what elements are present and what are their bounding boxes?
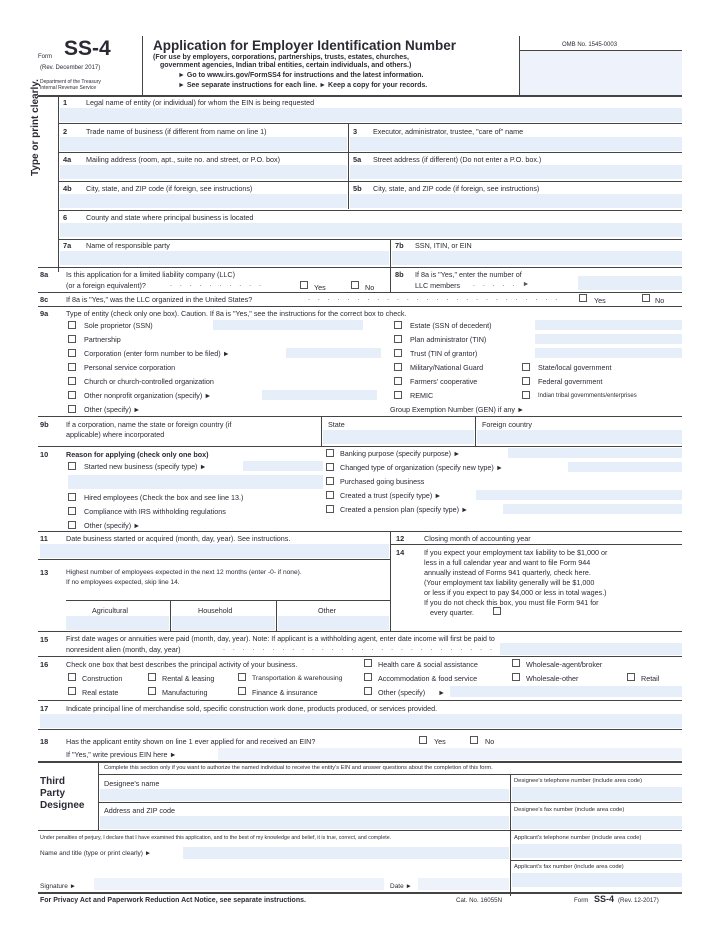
- activity-finance-checkbox[interactable]: [238, 687, 246, 695]
- line9b-label-2: applicable) where incorporated: [66, 430, 165, 439]
- line10-label: Reason for applying (check only one box): [66, 450, 209, 459]
- line3-label: Executor, administrator, trustee, "care of" name: [373, 127, 524, 136]
- entity-state-gov-checkbox[interactable]: [522, 363, 530, 371]
- activity-label: Real estate: [82, 688, 119, 697]
- separate-instructions: ► See separate instructions for each line. ► Keep a copy for your records.: [178, 82, 428, 89]
- line8a-label-2: (or a foreign equivalent)?: [66, 281, 146, 290]
- line9b-foreign-field[interactable]: [477, 430, 682, 444]
- line18-yes-checkbox[interactable]: [419, 736, 427, 744]
- line4b-label: City, state, and ZIP code (if foreign, see instructions): [86, 184, 253, 193]
- reason-label: Created a trust (specify type) ►: [340, 491, 442, 500]
- activity-label: Construction: [82, 674, 123, 683]
- line13-household-label: Household: [198, 606, 233, 615]
- line14-checkbox[interactable]: [493, 607, 501, 615]
- line11-label: Date business started or acquired (month, day, year). See instructions.: [66, 534, 291, 543]
- activity-label: Manufacturing: [162, 688, 208, 697]
- line6-field[interactable]: [60, 223, 682, 237]
- line13-agricultural-label: Agricultural: [92, 606, 128, 615]
- line5a-label: Street address (if different) (Do not enter a P.O. box.): [373, 155, 542, 164]
- activity-label: Wholesale-agent/broker: [526, 660, 603, 669]
- activity-transportation-checkbox[interactable]: [238, 673, 246, 681]
- footer-form-number: SS-4: [594, 894, 615, 904]
- date-label: Date ►: [390, 883, 412, 890]
- designee-address-label: Address and ZIP code: [104, 806, 175, 815]
- reason-label: Changed type of organization (specify new type) ►: [340, 463, 503, 472]
- reason-label: Banking purpose (specify purpose) ►: [340, 449, 461, 458]
- line13-label: Highest number of employees expected in the next 12 months (enter -0- if none).: [66, 569, 302, 576]
- line17-field[interactable]: [40, 714, 682, 728]
- line18-label: Has the applicant entity shown on line 1 ever applied for and received an EIN?: [66, 737, 316, 746]
- line7b-field[interactable]: [392, 251, 682, 265]
- entity-label: Military/National Guard: [410, 363, 484, 372]
- third-party-label-2: Party: [40, 788, 66, 799]
- entity-partnership-checkbox[interactable]: [68, 335, 76, 343]
- activity-rental-checkbox[interactable]: [148, 673, 156, 681]
- line14-text-1: If you expect your employment tax liability to be $1,000 or: [424, 548, 608, 557]
- reason-changed-type-checkbox[interactable]: [326, 463, 334, 471]
- entity-label: REMIC: [410, 391, 434, 400]
- entity-sole-proprietor-checkbox[interactable]: [68, 321, 76, 329]
- activity-label: Transportation & warehousing: [252, 675, 343, 682]
- entity-label: Federal government: [538, 377, 603, 386]
- reason-new-business-field[interactable]: [243, 461, 323, 471]
- line8b-field[interactable]: [578, 276, 682, 290]
- entity-nonprofit-field[interactable]: [262, 390, 377, 400]
- line6-label: County and state where principal business is located: [86, 213, 254, 222]
- line17-label: Indicate principal line of merchandise sold, specific construction work done, products produced, or services provided.: [66, 704, 438, 713]
- line12-label: Closing month of accounting year: [424, 534, 531, 543]
- reason-new-business-field-2[interactable]: [68, 475, 323, 489]
- name-title-field[interactable]: [183, 847, 509, 859]
- reason-purchased-checkbox[interactable]: [326, 477, 334, 485]
- line8a-no-checkbox[interactable]: [351, 281, 359, 289]
- reason-label: Purchased going business: [340, 477, 425, 486]
- line7b-label: SSN, ITIN, or EIN: [415, 241, 472, 250]
- line8b-label: If 8a is "Yes," enter the number of: [415, 270, 522, 279]
- entity-corp-form-field[interactable]: [286, 348, 381, 358]
- entity-corporation-checkbox[interactable]: [68, 349, 76, 357]
- line8c-no-checkbox[interactable]: [642, 294, 650, 302]
- signature-label: Signature ►: [40, 883, 77, 890]
- line14-text-2: less in a full calendar year and want to file Form 944: [424, 558, 591, 567]
- activity-wholesale-agent-checkbox[interactable]: [512, 659, 520, 667]
- footer-form-word: Form: [574, 897, 589, 904]
- entity-trust-field[interactable]: [535, 348, 682, 358]
- reason-pension-field[interactable]: [503, 504, 682, 514]
- line13-label-2: If no employees expected, skip line 14.: [66, 579, 180, 586]
- line8c-no-label: No: [655, 296, 665, 305]
- date-field[interactable]: [418, 878, 509, 890]
- reason-trust-field[interactable]: [476, 490, 682, 500]
- activity-label: Other (specify): [378, 688, 426, 697]
- line9b-state-label: State: [328, 420, 345, 429]
- subtitle-1: (For use by employers, corporations, partnerships, trusts, estates, churches,: [153, 54, 409, 61]
- entity-label: State/local government: [538, 363, 612, 372]
- entity-farmers-checkbox[interactable]: [394, 377, 402, 385]
- reason-hired-checkbox[interactable]: [68, 493, 76, 501]
- line4a-field[interactable]: [60, 165, 347, 179]
- entity-trust-checkbox[interactable]: [394, 349, 402, 357]
- entity-label: Other (specify) ►: [84, 405, 141, 414]
- entity-label: Estate (SSN of decedent): [410, 321, 492, 330]
- line1-field[interactable]: [60, 108, 682, 122]
- line3-field[interactable]: [350, 137, 682, 151]
- form-title: Application for Employer Identification Number: [153, 38, 457, 53]
- line18-no-label: No: [485, 737, 495, 746]
- line15-label-2: nonresident alien (month, day, year): [66, 645, 181, 654]
- entity-military-checkbox[interactable]: [394, 363, 402, 371]
- reason-other-checkbox[interactable]: [68, 521, 76, 529]
- designee-phone-field[interactable]: [512, 787, 682, 801]
- line13-other-label: Other: [318, 606, 336, 615]
- activity-retail-checkbox[interactable]: [627, 673, 635, 681]
- entity-label: Indian tribal governments/enterprises: [538, 393, 637, 399]
- activity-real-estate-checkbox[interactable]: [68, 687, 76, 695]
- designee-address-field[interactable]: [100, 816, 509, 829]
- line13-agricultural-field[interactable]: [66, 616, 169, 630]
- applicant-phone-label: Applicant's telephone number (include area code): [514, 835, 642, 841]
- line8a-yes-label: Yes: [314, 283, 326, 292]
- activity-label: Health care & social assistance: [378, 660, 478, 669]
- line8a-label: Is this application for a limited liability company (LLC): [66, 270, 235, 279]
- reason-label: Hired employees (Check the box and see line 13.): [84, 493, 244, 502]
- line9b-label: If a corporation, name the state or foreign country (if: [66, 420, 232, 429]
- entity-label: Trust (TIN of grantor): [410, 349, 478, 358]
- entity-label: Sole proprietor (SSN): [84, 321, 153, 330]
- footer-rev: (Rev. 12-2017): [618, 897, 659, 904]
- reason-pension-checkbox[interactable]: [326, 505, 334, 513]
- privacy-notice: For Privacy Act and Paperwork Reduction Act Notice, see separate instructions.: [40, 897, 306, 904]
- line14-text-5: or less if you expect to pay $4,000 or less in total wages.): [424, 588, 607, 597]
- signature-field[interactable]: [94, 878, 384, 890]
- reason-changed-type-field[interactable]: [568, 462, 682, 472]
- activity-label: Wholesale-other: [526, 674, 579, 683]
- entity-label: Plan administrator (TIN): [410, 335, 487, 344]
- entity-label: Personal service corporation: [84, 363, 176, 372]
- entity-estate-field[interactable]: [535, 320, 682, 330]
- line9b-foreign-label: Foreign country: [482, 420, 532, 429]
- reason-label: Other (specify) ►: [84, 521, 141, 530]
- line8a-no-label: No: [365, 283, 375, 292]
- line14-text-3: annually instead of Forms 941 quarterly, check here.: [424, 568, 591, 577]
- line4a-label: Mailing address (room, apt., suite no. and street, or P.O. box): [86, 155, 281, 164]
- activity-other-field[interactable]: [450, 686, 682, 697]
- entity-personal-service-checkbox[interactable]: [68, 363, 76, 371]
- ss4-form-page: Form SS-4 (Rev. December 2017) Department of the Treasury Internal Revenue Service Application for Employer Identification Number (For use by employers, corporations, partnerships, trusts, estates, churches, government agencies, Indian tribal entities, certain individuals, and others.) ► Go to www.irs.gov/FormSS4 for instructions and the latest information. ► See separate instructions for each line. ► Keep a copy for your records. OMB No. 1545-0003 Type or print clearly. 1 Legal name of entity (or individual) for whom the EIN is being requested 2 Trade name of business (if different from name on line 1) 3 Executor, administrator, trustee, "care of" name 4a Mailing address (room, apt., suite no. and street, or P.O. box) 5a Street address (if different) (Do not enter a P.O. box.) 4b City, state, and ZIP code (if foreign, see instructions) 5b City, state, and ZIP code (if foreign, see instructions) 6 County and state where principal business is located 7a Name of responsible party 7b SSN, ITIN, or EIN 8a Is this application for a limited liability company (LLC) (or a foreign equivalent)? . . . . . . . . . . Yes No 8b If 8a is "Yes," enter the number of LLC members . . . . . ► 8c If 8a is "Yes," was the LLC organized in the United States? . . . . . . . . . . . . . . . . . . . . . . . . . . Yes No 9a Type of entity (check only one box). Caution. If 8a is "Yes," see the instructions for the correct box to check. Sole proprietor (SSN) Partnership Corporation (enter form number to be filed) ► Personal service corporation Church or church-controlled organization Other nonprofit organization (specify) ► Other (specify) ► Estate (SSN of decedent) Plan administrator (TIN) Trust (TIN of grantor) Military/National Guard Farmers' cooperative REMIC State/local government Federal government Indian tribal governments/enterprises Group Exemption Number (GEN) if any ► 9b If a corporation, name the state or foreign country (if applicable) where incorporated State Foreign country 10 Reason for applying (check only one box) Started new business (specify type) ► Hired employees (Check the box and see line 13.) Compliance with IRS withholding regulations Other (specify) ► Banking purpose (specify purpose) ► Changed type of organization (specify new type) ► Purchased going business Created a trust (specify type) ► Created a pension plan (specify type) ► 11 Date business started or acquired (month, day, year). See instructions. 12 Closing month of accounting year 13 Highest number of employees expected in the next 12 months (enter -0- if none). If no employees expected, skip line 14. Agricultural Household Other 14 If you expect your employment tax liability to be $1,000 or less in a full calendar year and want to file Form 944 annually instead of Forms 941 quarterly, check here. (Your employment tax liability generally will be $1,000 or less if you expect to pay $4,000 or less in total wages.) If you do not check this box, you must file Form 941 for every quarter. 15 First date wages or annuities were paid (month, day, year). Note: If applicant is a withholding agent, enter date income will first be paid to nonresident alien (month, day, year) . . . . . . . . . . . . . . . . . . . . . . . . . . . . 16 Check one box that best describes the principal activity of your business. Health care & social assistance Wholesale-agent/broker Construction Rental & leasing Transportation & warehousing Accommodation & food service Wholesale-other Retail Real estate Manufacturing Finance & insurance Other (specify) ► 17 Indicate principal line of merchandise sold, specific construction work done, products produced, or services provided. 18 Has the applicant entity shown on line 1 ever applied for and received an EIN? Yes No If "Yes," write previous EIN here ► Third Party Designee Complete this section only if you want to authorize the named individual to receive the entity's EIN and answer questions about the completion of this form. Designee's name Designee's telephone number (include area code) Address and ZIP code Designee's fax number (include area code) Under penalties of perjury, I declare that I have examined this application, and to the best of my knowledge and belief, it is true, correct, and complete. Applicant's telephone number (include area code) Name and title (type or print clearly) ► Applicant's fax number (include area code) Signature ► Date ► For Privacy Act and Paperwork Reduction Act Notice, see separate instructions. Cat. No. 16055N Form SS-4 (Rev. 12-2017): [38, 36, 682, 916]
- line18-prev-ein-field[interactable]: [218, 748, 682, 760]
- rev-date: (Rev. December 2017): [40, 65, 101, 71]
- designee-name-label: Designee's name: [104, 779, 160, 788]
- designee-fax-field[interactable]: [512, 816, 682, 829]
- line5b-field[interactable]: [350, 194, 682, 208]
- entity-nonprofit-checkbox[interactable]: [68, 391, 76, 399]
- reason-new-business-checkbox[interactable]: [68, 462, 76, 470]
- entity-label: Partnership: [84, 335, 121, 344]
- line1-label: Legal name of entity (or individual) for whom the EIN is being requested: [86, 98, 315, 107]
- dept-treasury: Department of the Treasury: [40, 79, 101, 85]
- line18-yes-label: Yes: [434, 737, 446, 746]
- reason-compliance-checkbox[interactable]: [68, 507, 76, 515]
- line8c-yes-checkbox[interactable]: [579, 294, 587, 302]
- designee-phone-label: Designee's telephone number (include area code): [514, 778, 643, 784]
- line7a-label: Name of responsible party: [86, 241, 170, 250]
- reason-banking-field[interactable]: [508, 448, 682, 458]
- line11-field[interactable]: [40, 544, 389, 558]
- reason-label: Created a pension plan (specify type) ►: [340, 505, 469, 514]
- designee-fax-label: Designee's fax number (include area code): [514, 807, 625, 813]
- line14-text-7: every quarter.: [430, 608, 474, 617]
- entity-label: Farmers' cooperative: [410, 377, 478, 386]
- reason-banking-checkbox[interactable]: [326, 449, 334, 457]
- line13-household-field[interactable]: [172, 616, 275, 630]
- form-word: Form: [38, 54, 52, 60]
- line5b-label: City, state, and ZIP code (if foreign, see instructions): [373, 184, 540, 193]
- third-party-label: Third: [40, 776, 65, 787]
- entity-tribal-gov-checkbox[interactable]: [522, 391, 530, 399]
- activity-label: Accommodation & food service: [378, 674, 478, 683]
- entity-ssn-field[interactable]: [213, 320, 363, 330]
- line8c-label: If 8a is "Yes," was the LLC organized in the United States?: [66, 295, 253, 304]
- applicant-phone-field[interactable]: [512, 844, 682, 858]
- line8b-label-2: LLC members: [415, 281, 461, 290]
- reason-label: Compliance with IRS withholding regulations: [84, 507, 226, 516]
- activity-other-checkbox[interactable]: [364, 687, 372, 695]
- activity-wholesale-other-checkbox[interactable]: [512, 673, 520, 681]
- entity-label: Corporation (enter form number to be filed) ►: [84, 349, 230, 358]
- reason-trust-checkbox[interactable]: [326, 491, 334, 499]
- omb-number: OMB No. 1545-0003: [562, 42, 618, 48]
- activity-health-checkbox[interactable]: [364, 659, 372, 667]
- line8c-yes-label: Yes: [594, 296, 606, 305]
- entity-estate-checkbox[interactable]: [394, 321, 402, 329]
- irs-name: Internal Revenue Service: [40, 85, 97, 91]
- line18-prev-ein-label: If "Yes," write previous EIN here ►: [66, 750, 177, 759]
- applicant-fax-field[interactable]: [512, 873, 682, 887]
- designee-name-field[interactable]: [100, 789, 509, 801]
- activity-manufacturing-checkbox[interactable]: [148, 687, 156, 695]
- third-party-intro: Complete this section only if you want to authorize the named individual to receive the entity's EIN and answer questions about the completion of this form.: [104, 765, 493, 771]
- activity-label: Rental & leasing: [162, 674, 215, 683]
- line7a-field[interactable]: [60, 251, 389, 265]
- line9b-state-field[interactable]: [323, 430, 474, 444]
- entity-label: Other nonprofit organization (specify) ►: [84, 391, 212, 400]
- activity-label: Retail: [641, 674, 660, 683]
- entity-plan-admin-checkbox[interactable]: [394, 335, 402, 343]
- line14-text-4: (Your employment tax liability generally will be $1,000: [424, 578, 595, 587]
- applicant-fax-label: Applicant's fax number (include area code): [514, 864, 624, 870]
- line2-label: Trade name of business (if different from name on line 1): [86, 127, 267, 136]
- line16-label: Check one box that best describes the principal activity of your business.: [66, 660, 298, 669]
- line9a-label: Type of entity (check only one box). Caution. If 8a is "Yes," see the instructions for the correct box to check.: [66, 309, 407, 318]
- type-or-print-label: Type or print clearly.: [30, 79, 41, 176]
- goto-link[interactable]: ► Go to www.irs.gov/FormSS4 for instructions and the latest information.: [178, 72, 424, 79]
- entity-federal-gov-checkbox[interactable]: [522, 377, 530, 385]
- activity-accommodation-checkbox[interactable]: [364, 673, 372, 681]
- activity-label: Finance & insurance: [252, 688, 318, 697]
- line8a-yes-checkbox[interactable]: [300, 281, 308, 289]
- designee-label: Designee: [40, 800, 85, 811]
- line15-label: First date wages or annuities were paid (month, day, year). Note: If applicant is a withholding agent, enter date income will first be paid to: [66, 635, 495, 643]
- entity-label: Church or church-controlled organization: [84, 377, 214, 386]
- penalty-statement: Under penalties of perjury, I declare that I have examined this application, and to the best of my knowledge and belief, it is true, correct, and complete.: [40, 835, 392, 841]
- cat-number: Cat. No. 16055N: [456, 897, 503, 904]
- line13-other-field[interactable]: [278, 616, 389, 630]
- line15-field[interactable]: [500, 643, 682, 655]
- subtitle-2: government agencies, Indian tribal entities, certain individuals, and others.): [160, 62, 412, 69]
- line4b-field[interactable]: [60, 194, 347, 208]
- gen-label: Group Exemption Number (GEN) if any ►: [390, 405, 525, 414]
- entity-remic-checkbox[interactable]: [394, 391, 402, 399]
- name-title-label: Name and title (type or print clearly) ►: [40, 850, 152, 857]
- entity-church-checkbox[interactable]: [68, 377, 76, 385]
- line18-no-checkbox[interactable]: [470, 736, 478, 744]
- entity-plan-field[interactable]: [535, 334, 682, 344]
- line5a-field[interactable]: [350, 165, 682, 179]
- form-number: SS-4: [64, 37, 111, 60]
- entity-other-checkbox[interactable]: [68, 405, 76, 413]
- line14-text-6: If you do not check this box, you must file Form 941 for: [424, 598, 599, 607]
- reason-label: Started new business (specify type) ►: [84, 462, 207, 471]
- line2-field[interactable]: [60, 137, 347, 151]
- activity-construction-checkbox[interactable]: [68, 673, 76, 681]
